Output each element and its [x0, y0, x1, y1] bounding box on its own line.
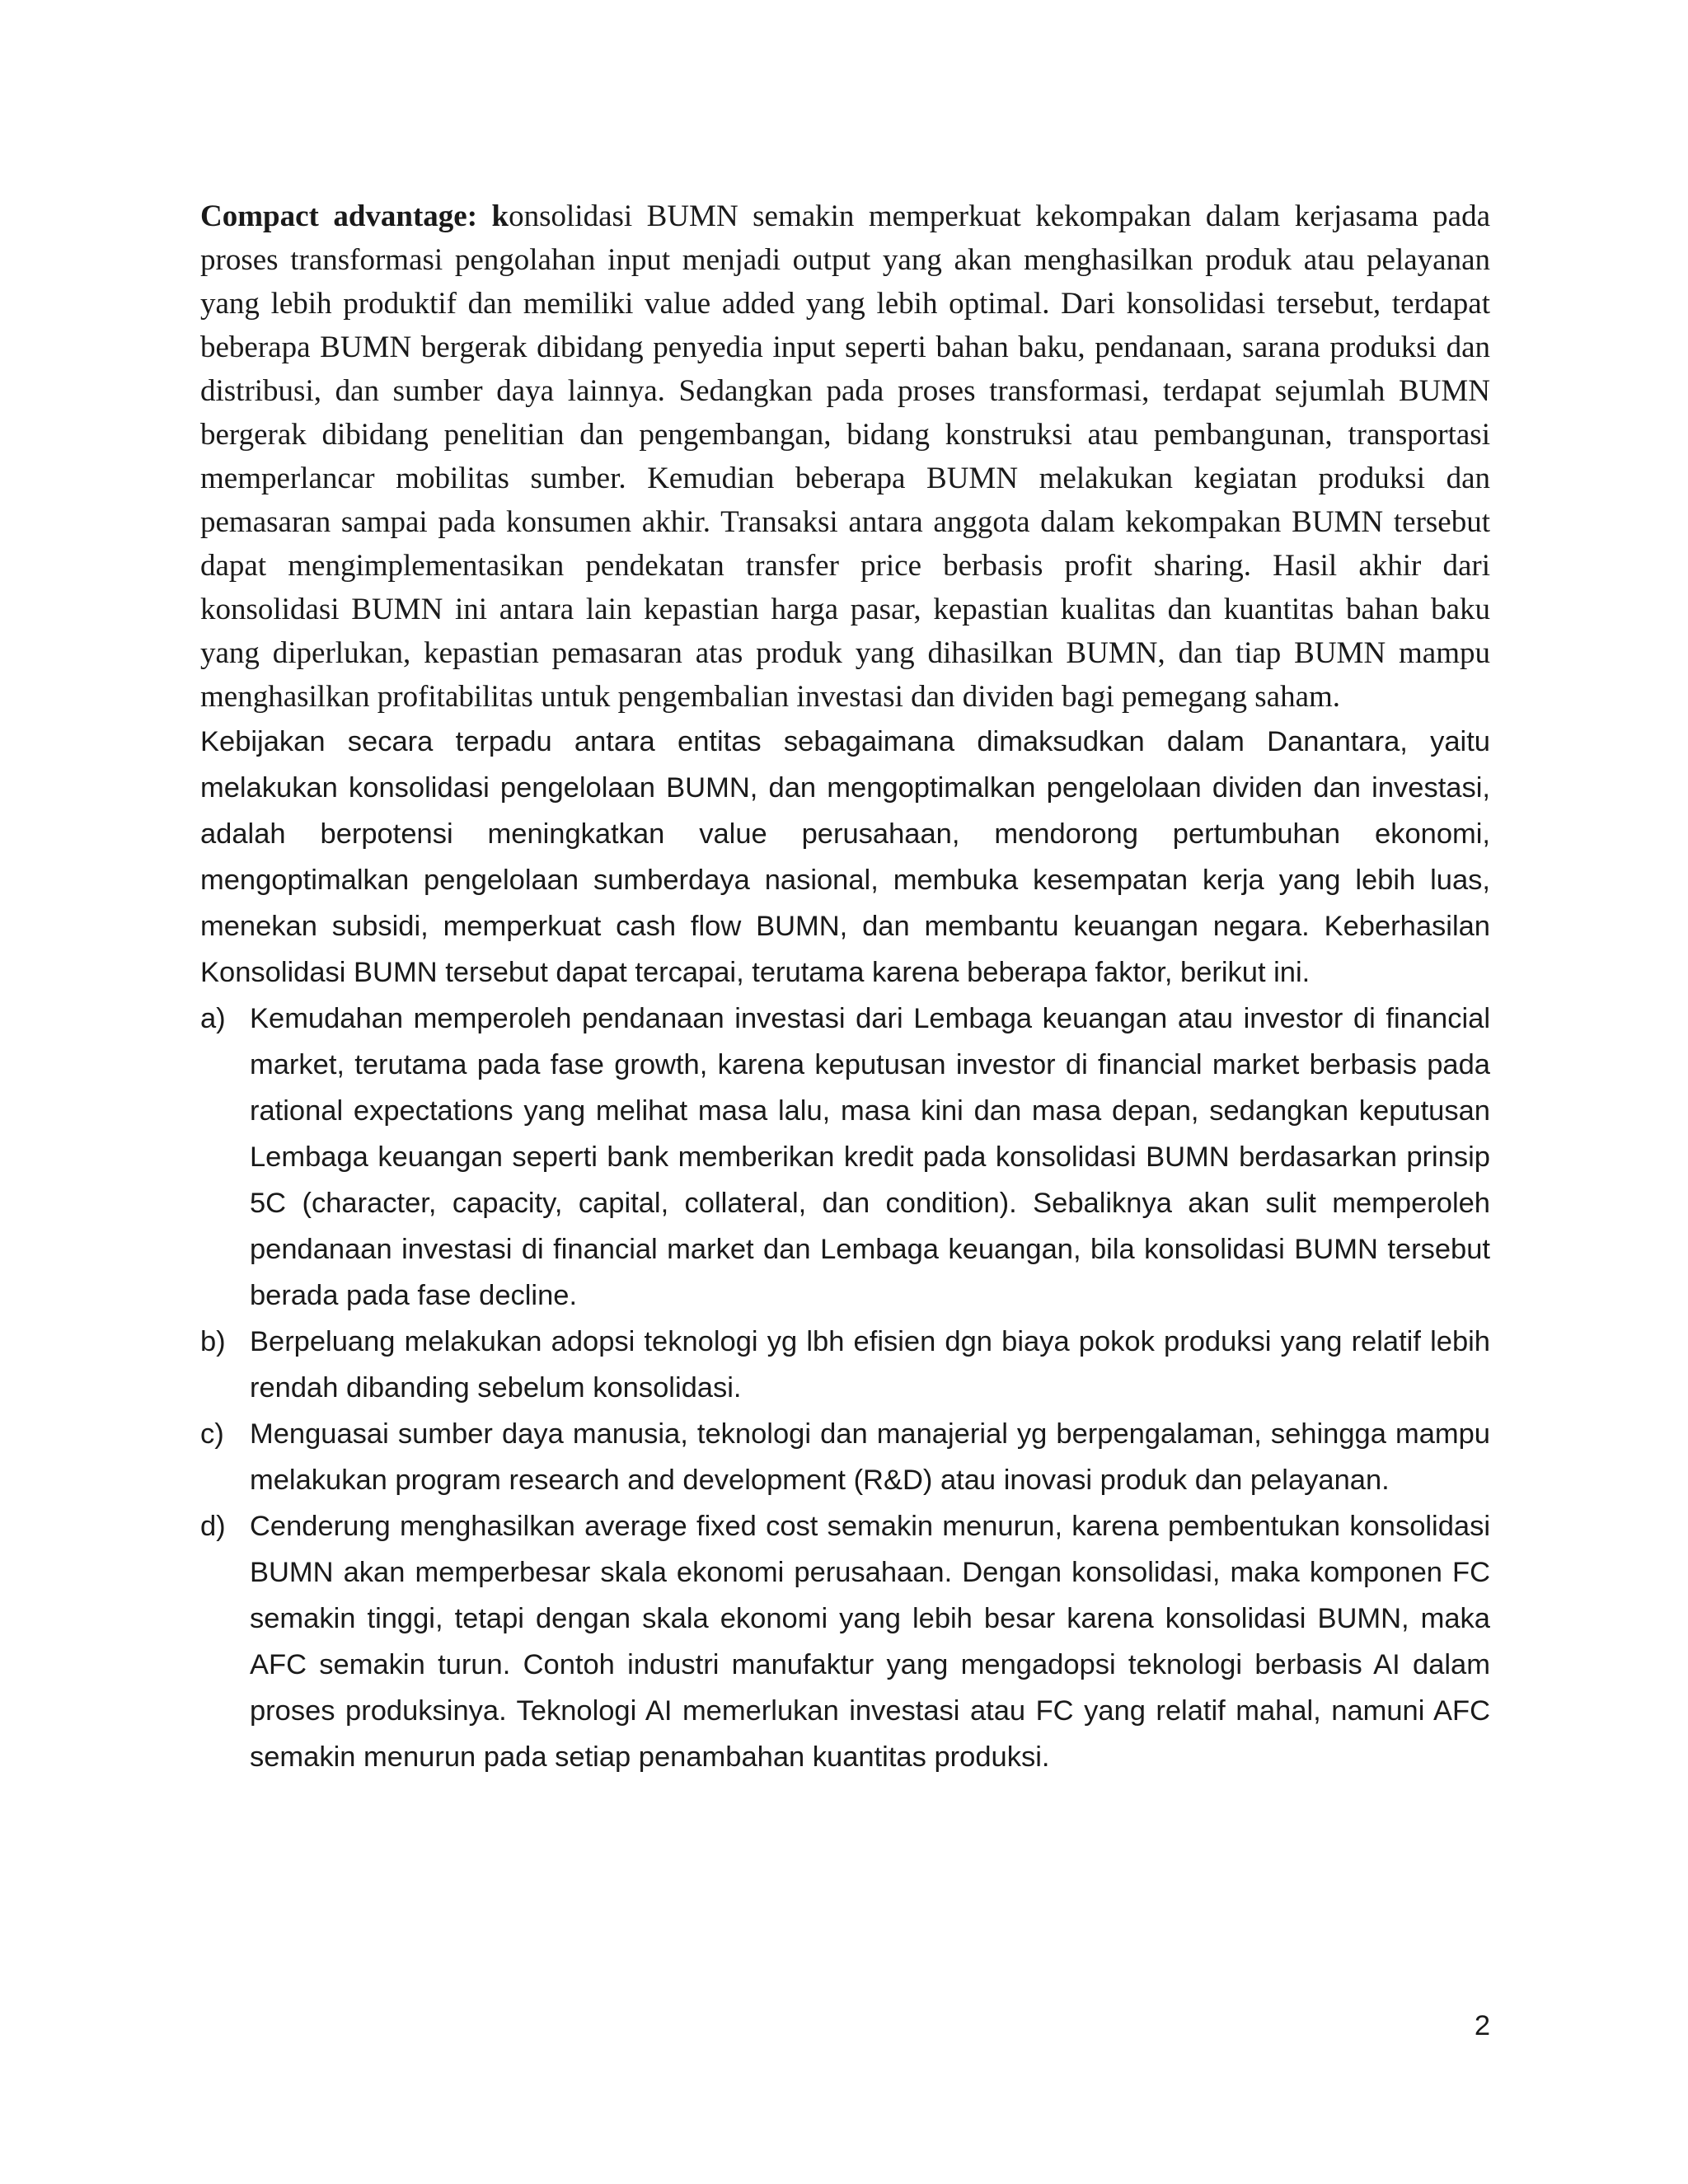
list-marker: d) [200, 1511, 226, 1542]
list-marker: c) [200, 1418, 224, 1450]
paragraph-compact-advantage-text: onsolidasi BUMN semakin memperkuat kekompakan dalam kerjasama pada proses transformasi pengolahan input menjadi output yang akan menghasilkan produk atau pelayanan yang lebih produktif dan memiliki value added yang lebih optimal. Dari konsolidasi tersebut, terdapat beberapa BUMN bergerak dibidang penyedia input seperti bahan baku, pendanaan, sarana produksi dan distribusi, dan sumber daya lainnya. Sedangkan pada proses transformasi, terdapat sejumlah BUMN bergerak dibidang penelitian dan pengembangan, bidang konstruksi atau pembangunan, transportasi memperlancar mobilitas sumber. Kemudian beberapa BUMN melakukan kegiatan produksi dan pemasaran sampai pada konsumen akhir. Transaksi antara anggota dalam kekompakan BUMN tersebut dapat mengimplementasikan pendekatan transfer price berbasis profit sharing. Hasil akhir dari konsolidasi BUMN ini antara lain kepastian harga pasar, kepastian kualitas dan kuantitas bahan baku yang diperlukan, kepastian pemasaran atas produk yang dihasilkan BUMN, dan tiap BUMN mampu menghasilkan profitabilitas untuk pengembalian investasi dan dividen bagi pemegang saham. [200, 199, 1490, 714]
paragraph-lead-bold: Compact advantage: k [200, 199, 509, 233]
list-item [200, 1319, 1490, 1411]
list-item-text: Menguasai sumber daya manusia, teknologi dan manajerial yg berpengalaman, sehingga mampu melakukan program research and development (R&D) atau inovasi produk dan pelayanan. [250, 1418, 1490, 1496]
list-item [200, 996, 1490, 1319]
list-item-text: Kemudahan memperoleh pendanaan investasi dari Lembaga keuangan atau investor di financial market, terutama pada fase growth, karena keputusan investor di financial market berbasis pada rational expectations yang melihat masa lalu, masa kini dan masa depan, sedangkan keputusan Lembaga keuangan seperti bank memberikan kredit pada konsolidasi BUMN berdasarkan prinsip 5C (character, capacity, capital, collateral, dan condition). Sebaliknya akan sulit memperoleh pendanaan investasi di financial market dan Lembaga keuangan, bila konsolidasi BUMN tersebut berada pada fase decline. [250, 1003, 1490, 1311]
document-body [200, 194, 1490, 1780]
list-marker: b) [200, 1326, 226, 1357]
factor-list [200, 996, 1490, 1780]
page-number: 2 [1474, 2010, 1490, 2041]
list-item-text: Berpeluang melakukan adopsi teknologi yg lbh efisien dgn biaya pokok produksi yang relatif lebih rendah dibanding sebelum konsolidasi. [250, 1326, 1490, 1404]
list-item-text: Cenderung menghasilkan average fixed cost semakin menurun, karena pembentukan konsolidasi BUMN akan memperbesar skala ekonomi perusahaan. Dengan konsolidasi, maka komponen FC semakin tinggi, tetapi dengan skala ekonomi yang lebih besar karena konsolidasi BUMN, maka AFC semakin turun. Contoh industri manufaktur yang mengadopsi teknologi berbasis AI dalam proses produksinya. Teknologi AI memerlukan investasi atau FC yang relatif mahal, namuni AFC semakin menurun pada setiap penambahan kuantitas produksi. [250, 1511, 1490, 1773]
paragraph-kebijakan: Kebijakan secara terpadu antara entitas sebagaimana dimaksudkan dalam Danantara, yaitu melakukan konsolidasi pengelolaan BUMN, dan mengoptimalkan pengelolaan dividen dan investasi, adalah berpotensi meningkatkan value perusahaan, mendorong pertumbuhan ekonomi, mengoptimalkan pengelolaan sumberdaya nasional, membuka kesempatan kerja yang lebih luas, menekan subsidi, memperkuat cash flow BUMN, dan membantu keuangan negara. Keberhasilan Konsolidasi BUMN tersebut dapat tercapai, terutama karena beberapa faktor, berikut ini. [200, 726, 1490, 988]
list-item [200, 1503, 1490, 1780]
list-item [200, 1411, 1490, 1503]
paragraph-compact-advantage [200, 194, 1490, 719]
list-marker: a) [200, 1003, 226, 1034]
